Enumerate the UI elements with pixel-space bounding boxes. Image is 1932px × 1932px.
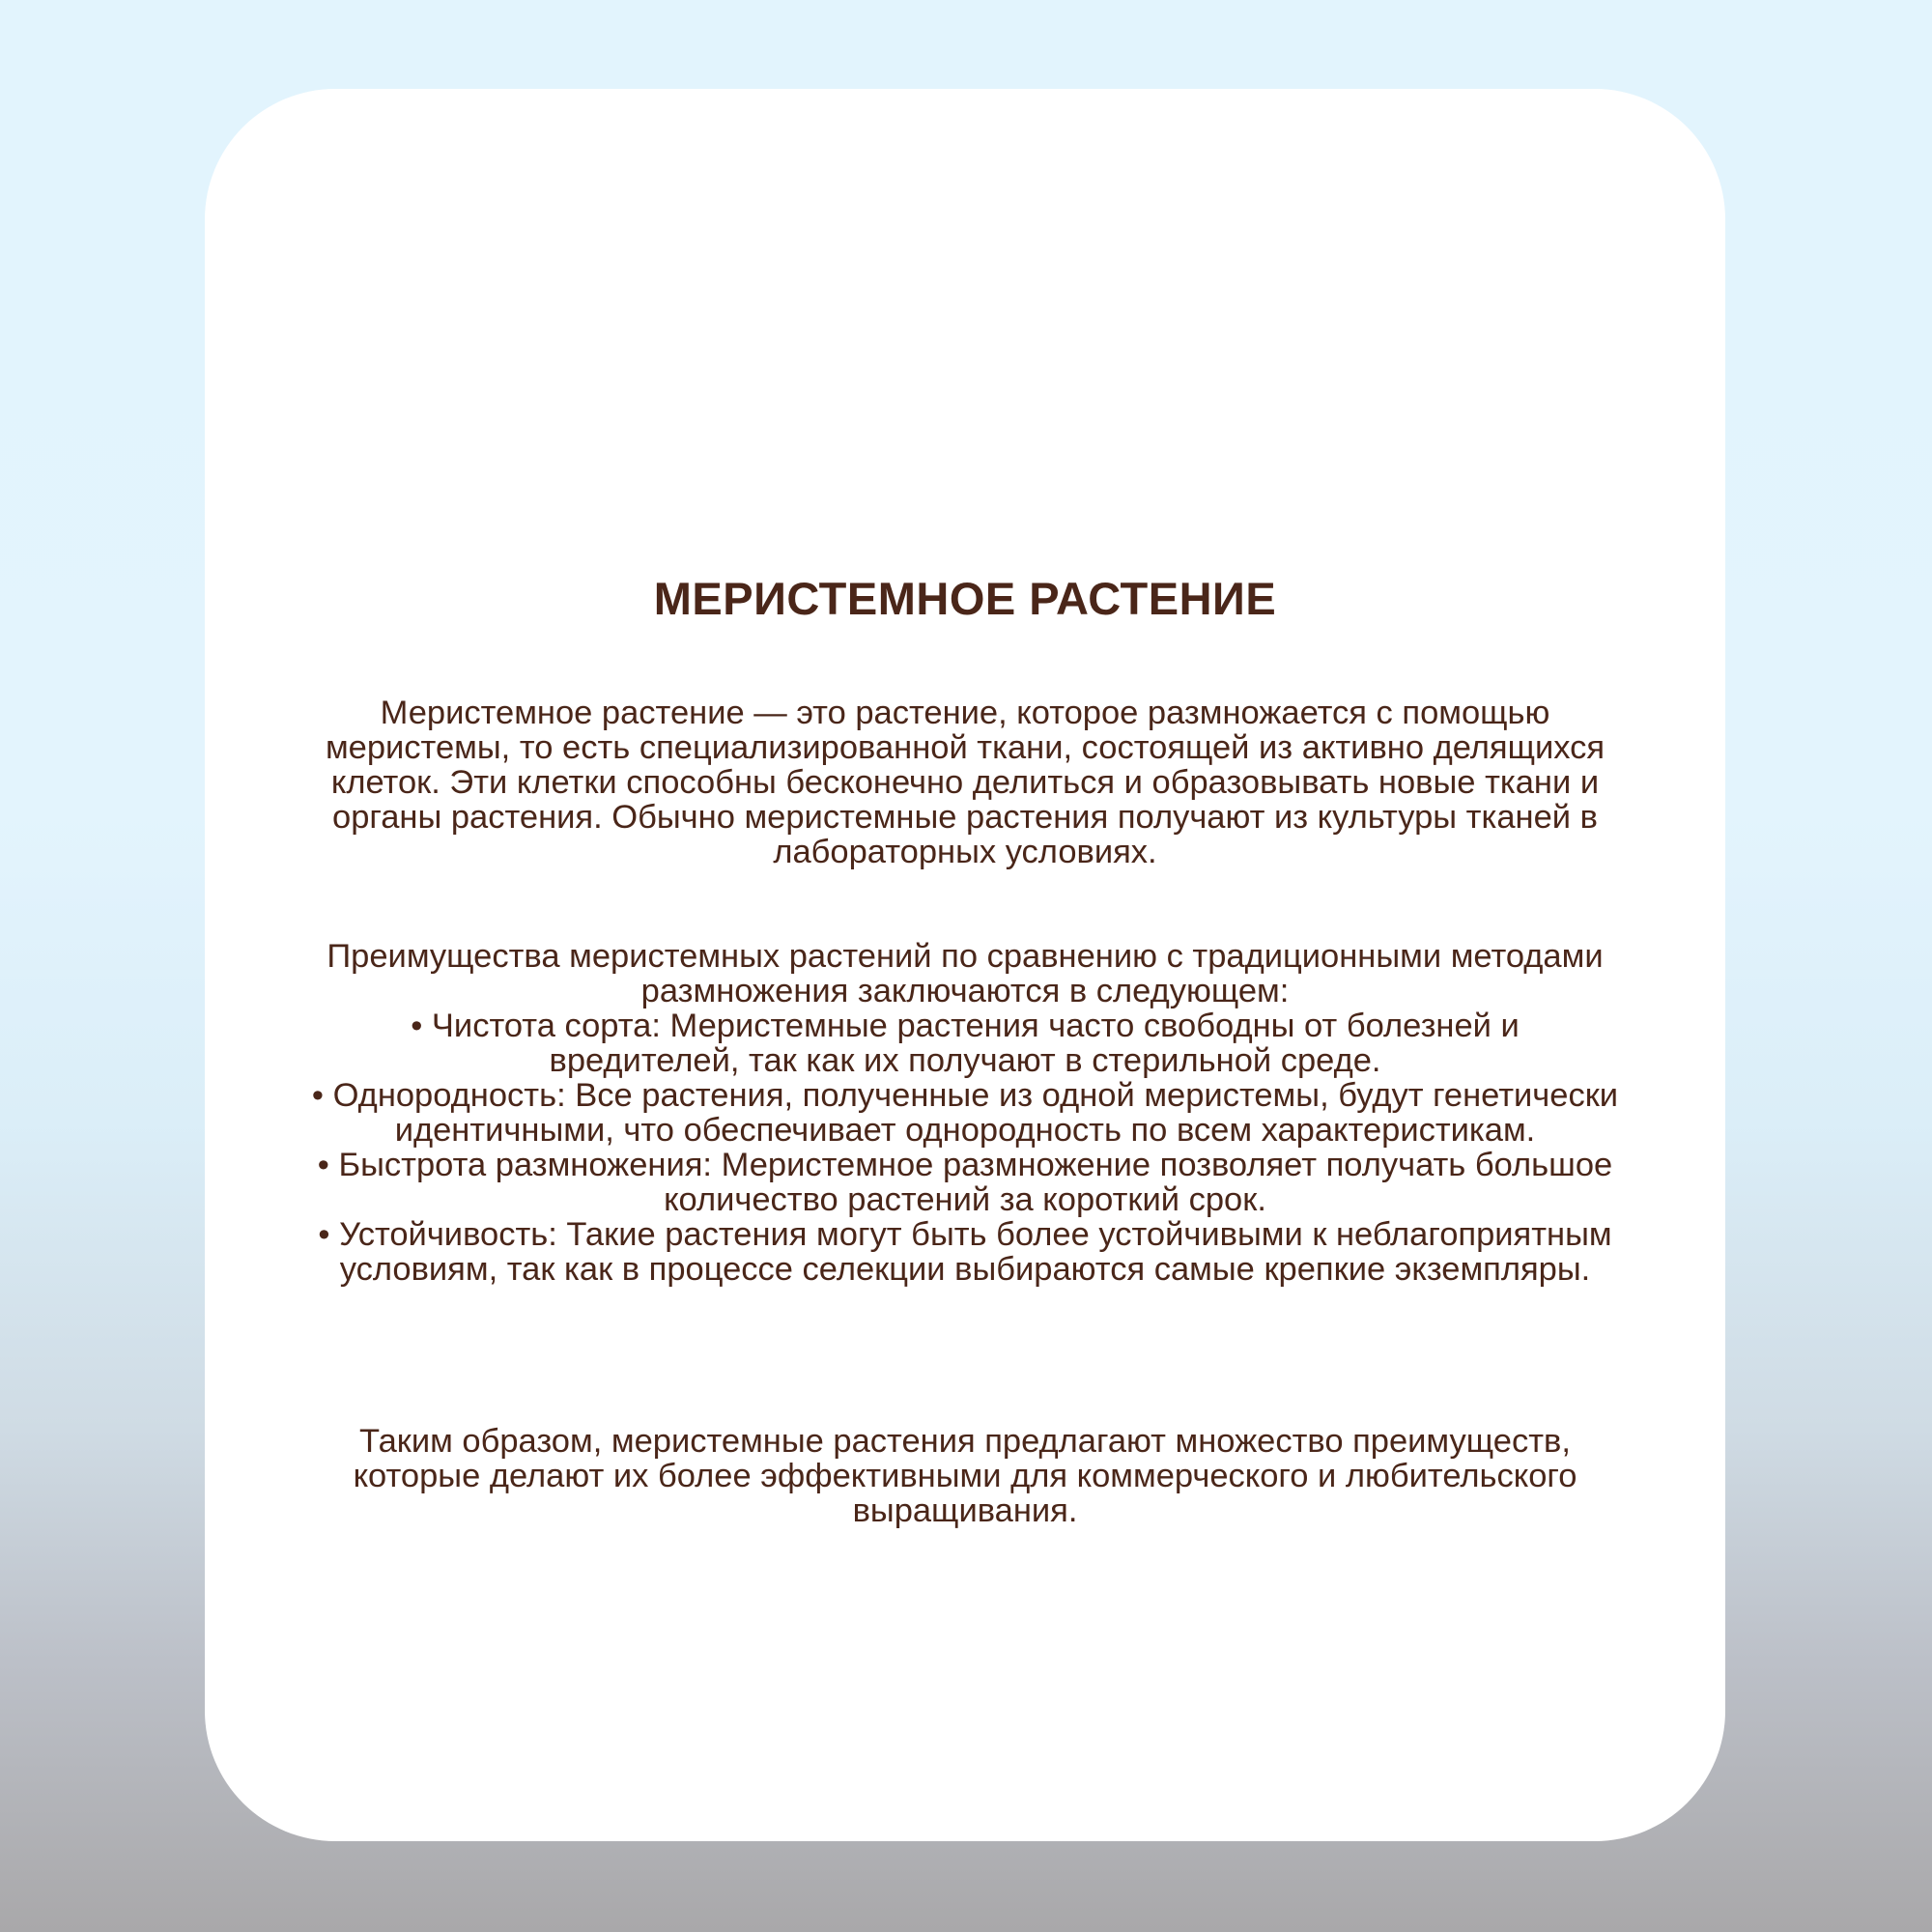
content-card (205, 89, 1725, 1841)
bullet-marker: • (311, 1077, 325, 1114)
intro-paragraph: Меристемное растение — это растение, которое размножается с помощью меристемы, то есть специализированной ткани, состоящей из активно делящихся клеток. Эти клетки способны бесконечно делиться и образовывать новые ткани и органы растения. Обычно меристемные растения получают из культуры тканей в лабораторных условиях. (325, 695, 1605, 870)
bullet-marker: • (411, 1008, 423, 1044)
list-item (311, 1078, 1619, 1148)
bullet-marker: • (318, 1216, 330, 1253)
advantages-intro: Преимущества меристемных растений по сравнению с традиционными методами размножения заключаются в следующем: (327, 938, 1604, 1009)
advantages-list (311, 1009, 1619, 1287)
conclusion-paragraph: Таким образом, меристемные растения предлагают множество преимуществ, которые делают их более эффективными для коммерческого и любительского выращивания. (353, 1423, 1577, 1529)
list-item (311, 1217, 1619, 1287)
advantage-text: Быстрота размножения: Меристемное размножение позволяет получать большое количество растений за короткий срок. (338, 1147, 1613, 1218)
page-title: МЕРИСТЕМНОЕ РАСТЕНИЕ (653, 573, 1277, 624)
advantage-text: Устойчивость: Такие растения могут быть более устойчивыми к неблагоприятным условиям, так как в процессе селекции выбираются самые крепкие экземпляры. (339, 1216, 1612, 1288)
advantage-text: Однородность: Все растения, полученные из одной меристемы, будут генетически идентичными, что обеспечивает однородность по всем характеристикам. (332, 1077, 1619, 1149)
list-item (311, 1009, 1619, 1078)
bullet-marker: • (317, 1147, 329, 1183)
list-item (311, 1148, 1619, 1217)
advantage-text: Чистота сорта: Меристемные растения часто свободны от болезней и вредителей, так как их получают в стерильной среде. (431, 1008, 1520, 1079)
